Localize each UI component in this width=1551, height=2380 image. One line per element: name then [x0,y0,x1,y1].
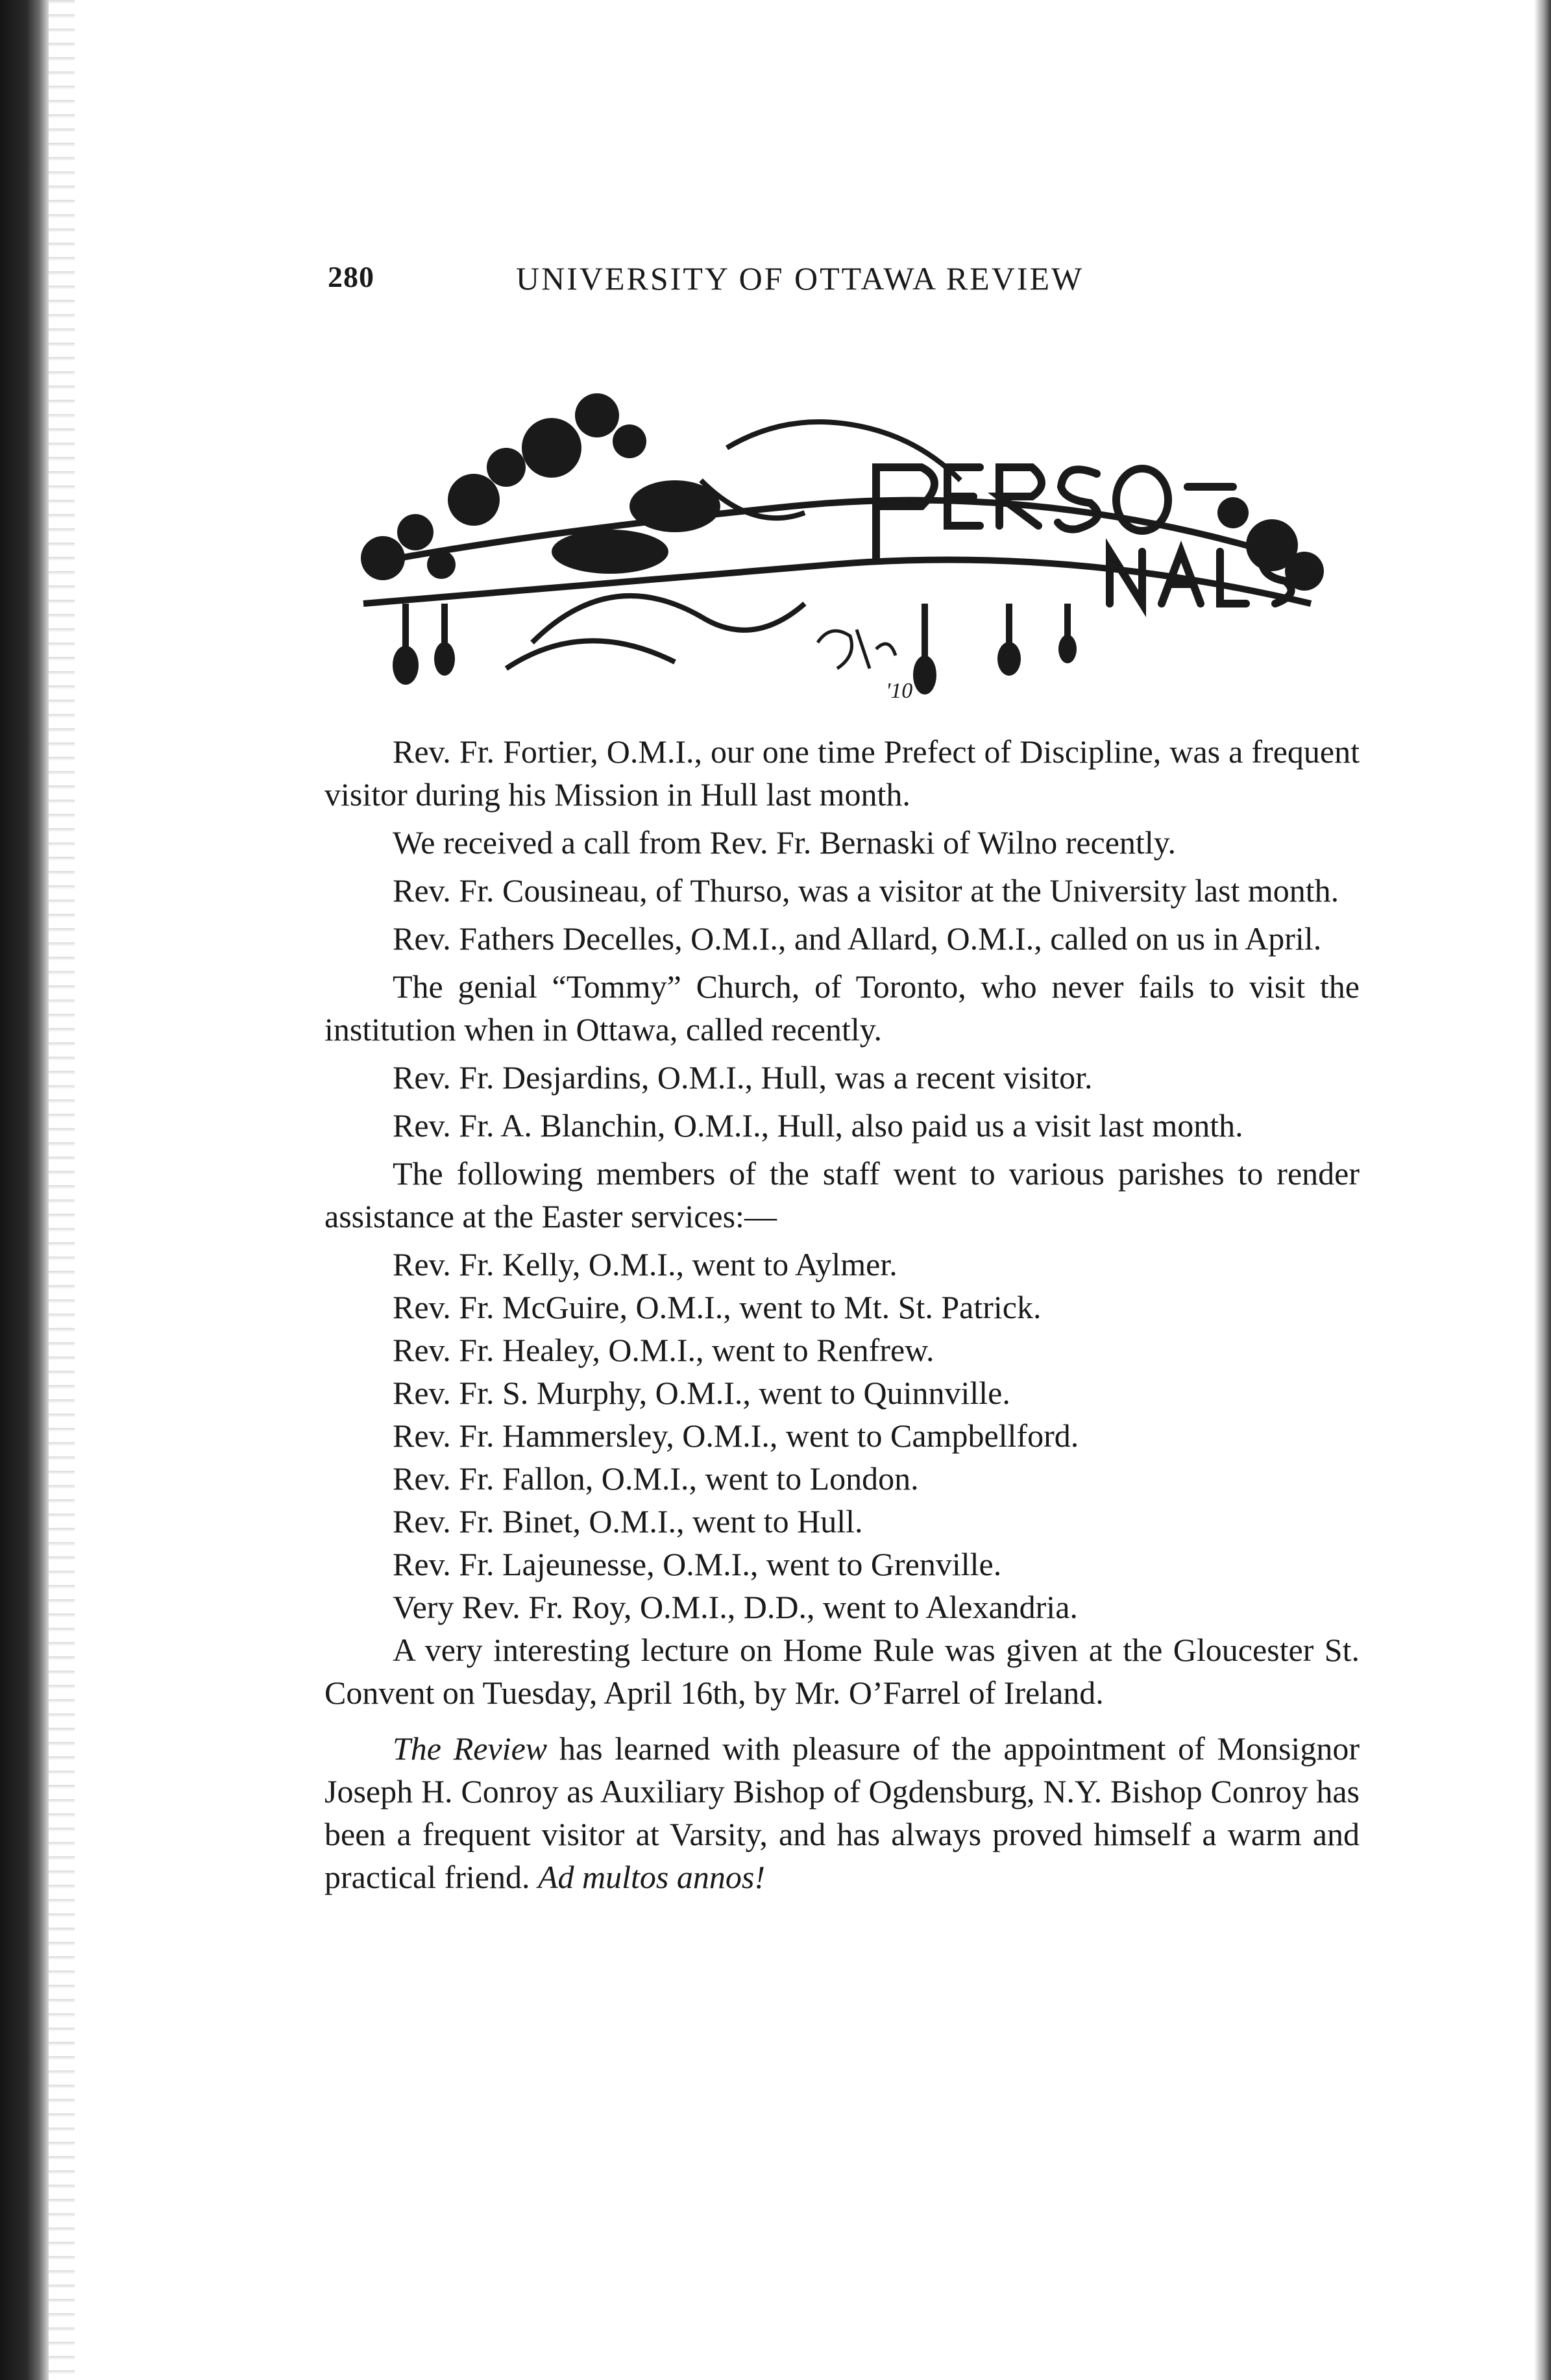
personals-article [324,730,1360,1904]
list-item: Rev. Fr. S. Murphy, O.M.I., went to Quinnville. [393,1375,1010,1411]
list-item: Rev. Fr. Lajeunesse, O.M.I., went to Grenville. [393,1546,1002,1582]
paragraph-lecture: A very interesting lecture on Home Rule was given at the Gloucester St. Convent on Tuesday, April 16th, by Mr. O’Farrel of Ireland. [324,1632,1360,1711]
paragraph: Rev. Fr. Desjardins, O.M.I., Hull, was a recent visitor. [393,1059,1093,1096]
paragraph: Rev. Fr. Fortier, O.M.I., our one time Prefect of Discipline, was a frequent visitor during his Mission in Hull last month. [324,733,1360,813]
paragraph: Rev. Fathers Decelles, O.M.I., and Allard, O.M.I., called on us in April. [393,920,1322,957]
paragraph: The following members of the staff went to various parishes to render assistance at the Easter services:— [324,1155,1360,1234]
scan-noise [49,0,75,2380]
page-binding-shadow [0,0,49,2380]
list-item: Rev. Fr. McGuire, O.M.I., went to Mt. St. Patrick. [393,1289,1042,1325]
running-title: UNIVERSITY OF OTTAWA REVIEW [516,260,1084,297]
page-header [328,260,1366,312]
paragraph: The genial “Tommy” Church, of Toronto, who never fails to visit the institution when in Ottawa, called recently. [324,968,1360,1048]
paragraph-review [324,1727,1360,1898]
list-item: Rev. Fr. Healey, O.M.I., went to Renfrew. [393,1332,934,1368]
list-item: Rev. Fr. Fallon, O.M.I., went to London. [393,1460,919,1497]
review-title: The Review [393,1730,548,1767]
page-number: 280 [328,260,374,293]
list-item: Rev. Fr. Hammersley, O.M.I., went to Campbellford. [393,1417,1079,1454]
list-item: Rev. Fr. Binet, O.M.I., went to Hull. [393,1503,863,1540]
paragraph: Rev. Fr. A. Blanchin, O.M.I., Hull, also paid us a visit last month. [393,1107,1243,1144]
personals-ornament-icon [337,370,1337,720]
personals-header-illustration [337,370,1337,720]
list-item: Very Rev. Fr. Roy, O.M.I., D.D., went to Alexandria. [393,1589,1078,1625]
svg-text:'10: '10 [886,679,913,703]
review-text: has learned with pleasure of the appointment of Monsignor Joseph H. Conroy as Auxiliary Bishop of Ogdensburg, N.Y. Bishop Conroy has been a frequent visitor at Varsity, and has always proved himself a warm and practical friend. [324,1730,1360,1895]
closing-phrase: Ad multos annos! [537,1859,765,1895]
list-item: Rev. Fr. Kelly, O.M.I., went to Aylmer. [393,1246,898,1282]
paragraph: We received a call from Rev. Fr. Bernaski of Wilno recently. [393,824,1176,861]
page-right-edge [1534,0,1551,2380]
paragraph: Rev. Fr. Cousineau, of Thurso, was a visitor at the University last month. [393,872,1339,909]
